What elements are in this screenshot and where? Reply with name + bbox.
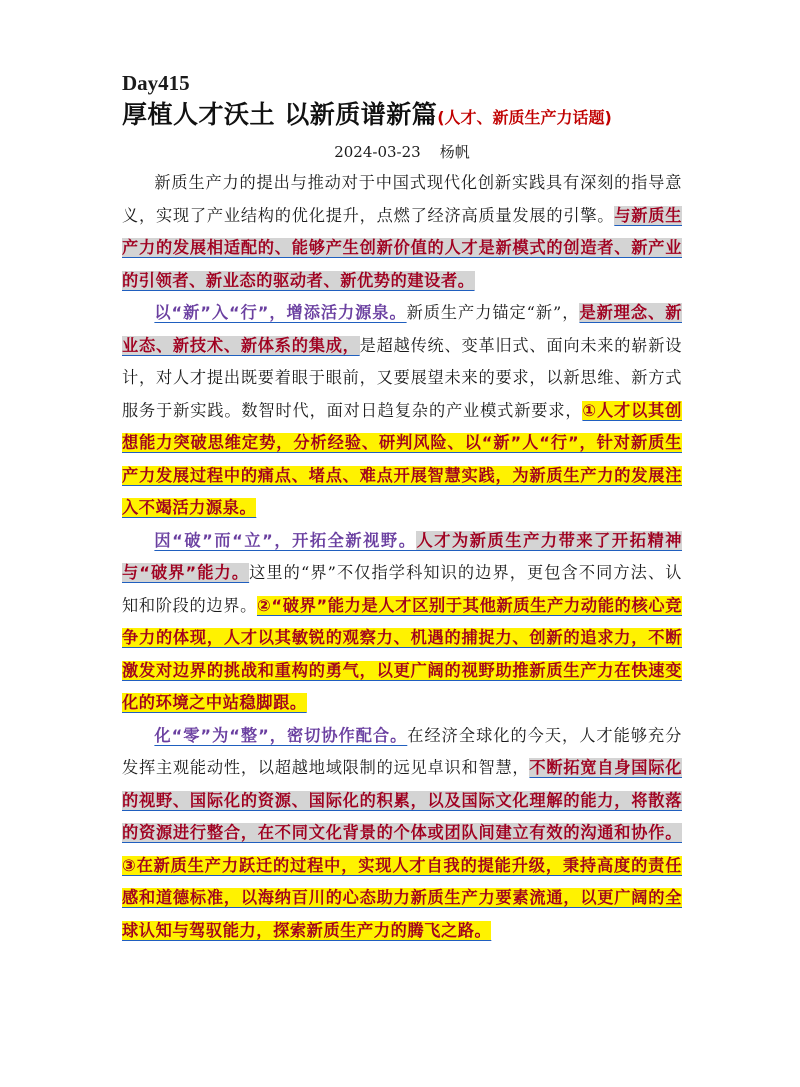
paragraph-section-3 [122, 720, 682, 948]
section-1-text-a: 新质生产力锚定“新”， [406, 303, 580, 322]
date: 2024-03-23 [334, 143, 421, 161]
section-1-highlight-b: ①人才以其创想能力突破思维定势，分析经验、研判风险、以“新”人“行”，针对新质生产力发展过程中的痛点、堵点、难点开展智慧实践，为新质生产力的发展注入不竭活力源泉。 [122, 400, 682, 517]
title-row [122, 98, 682, 135]
paragraph-section-1 [122, 297, 682, 525]
intro-highlight: 与新质生产力的发展相适配的、能够产生创新价值的人才是新模式的创造者、新产业的引领者、新业态的驱动者、新优势的建设者。 [122, 205, 682, 290]
section-1-highlight-a: 是新理念、新业态、新技术、新体系的集成， [122, 303, 682, 355]
day-label: Day415 [122, 71, 190, 95]
dateline [122, 137, 682, 167]
article [122, 70, 682, 947]
section-2-highlight-b: ②“破界”能力是人才区别于其他新质生产力动能的核心竞争力的体现，人才以其敏锐的观察力、机遇的捕捉力、创新的追求力，不断激发对边界的挑战和重构的勇气，以更广阔的视野助推新质生产力在快速变化的环境之中站稳脚跟。 [122, 595, 682, 712]
paragraph-intro [122, 167, 682, 297]
section-2-heading: 因“破”而“立”，开拓全新视野。 [154, 530, 417, 550]
paragraph-section-2 [122, 525, 682, 720]
intro-text: 新质生产力的提出与推动对于中国式现代化创新实践具有深刻的指导意义，实现了产业结构的优化提升，点燃了经济高质量发展的引擎。 [122, 173, 682, 225]
section-3-text: 在经济全球化的今天，人才能够充分发挥主观能动性，以超越地域限制的远见卓识和智慧， [122, 725, 682, 777]
section-3-highlight-a: 不断拓宽自身国际化的视野、国际化的资源、国际化的积累，以及国际文化理解的能力，将散落的资源进行整合，在不同文化背景的个体或团队间建立有效的沟通和协作。 [122, 758, 682, 842]
section-3-highlight-b: ③在新质生产力跃迁的过程中，实现人才自我的提能升级，秉持高度的责任感和道德标准，以海纳百川的心态助力新质生产力要素流通，以更广阔的全球认知与驾驭能力，探索新质生产力的腾飞之路。 [122, 855, 682, 940]
article-title: 厚植人才沃土 以新质谱新篇 [122, 100, 438, 129]
author: 杨帆 [439, 143, 470, 161]
section-1-text-b: 是超越传统、变革旧式、面向未来的崭新设计，对人才提出既要着眼于眼前，又要展望未来的要求，以新思维、新方式服务于新实践。数智时代，面对日趋复杂的产业模式新要求， [122, 335, 682, 420]
section-2-text: 这里的“界”不仅指学科知识的边界，更包含不同方法、认知和阶段的边界。 [122, 563, 683, 615]
section-2-highlight-a: 人才为新质生产力带来了开拓精神与“破界”能力。 [122, 530, 683, 582]
section-3-heading: 化“零”为“整”，密切协作配合。 [154, 725, 408, 745]
topic-tag: (人才、新质生产力话题) [437, 108, 612, 127]
section-1-heading: 以“新”入“行”，增添活力源泉。 [154, 303, 407, 322]
